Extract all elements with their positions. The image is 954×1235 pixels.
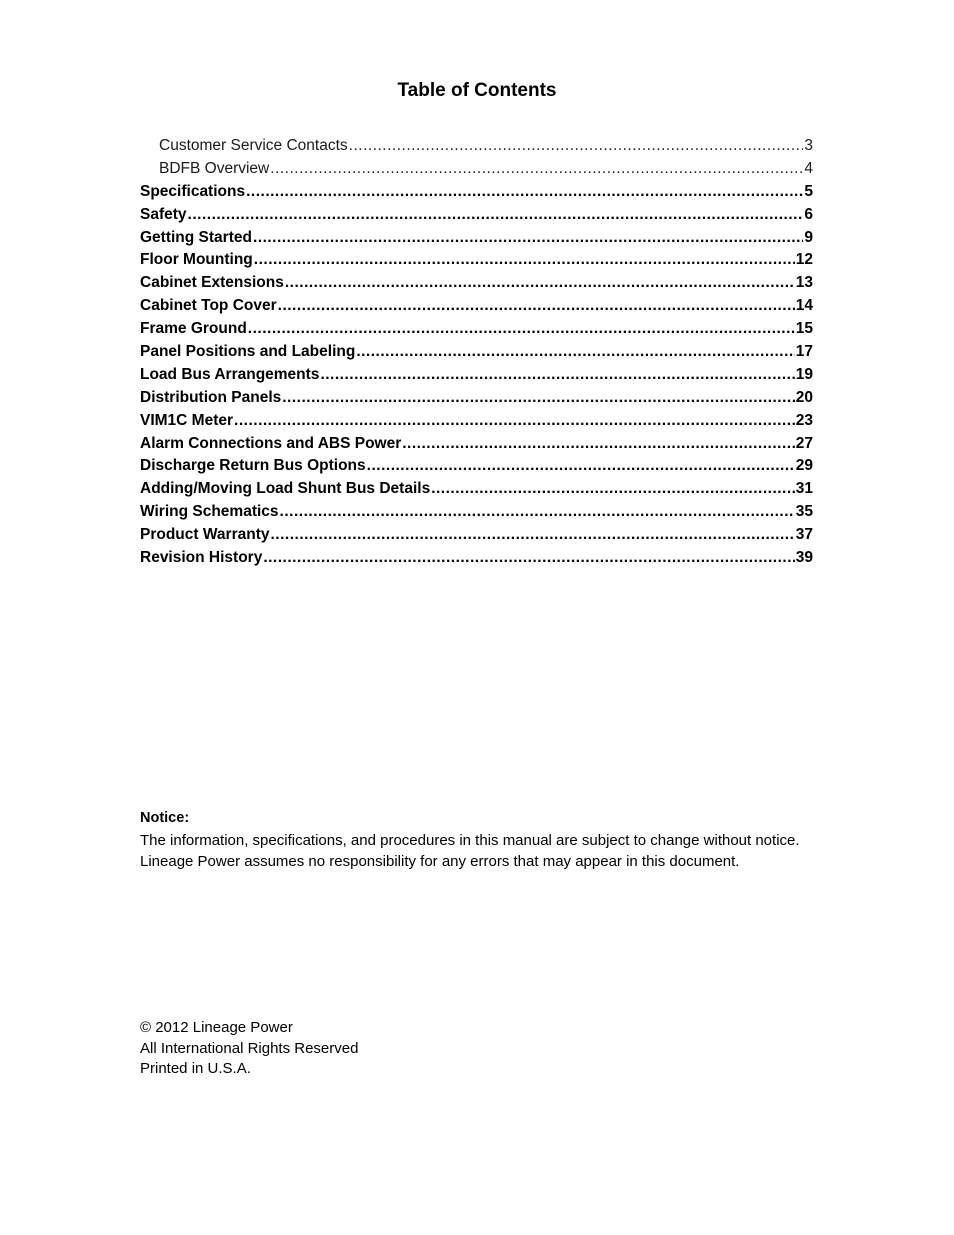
toc-dot-leader [248,318,795,341]
toc-dot-leader [280,501,795,524]
toc-entry-page: 27 [795,434,813,452]
toc-entry-label: Getting Started [140,228,252,246]
toc-dot-leader [234,410,795,433]
toc-dot-leader [356,341,794,364]
toc-dot-leader [349,135,804,158]
toc-entry-safety[interactable] [140,204,813,227]
table-of-contents [140,135,813,570]
copyright-section [140,1018,640,1080]
toc-entry-label: Panel Positions and Labeling [140,343,356,361]
toc-entry-label: Floor Mounting [140,251,253,269]
toc-entry-frame-ground[interactable] [140,318,813,341]
toc-entry-wiring-schematics[interactable] [140,501,813,524]
toc-entry-label: Adding/Moving Load Shunt Bus Details [140,480,431,498]
toc-entry-cabinet-extensions[interactable] [140,272,813,295]
toc-entry-alarm-connections-and-abs-power[interactable] [140,433,813,456]
toc-entry-label: Frame Ground [140,320,247,338]
toc-entry-label: BDFB Overview [159,159,270,177]
toc-dot-leader [320,364,794,387]
toc-entry-label: Product Warranty [140,526,270,544]
toc-entry-label: Customer Service Contacts [159,137,348,154]
toc-entry-label: VIM1C Meter [140,411,234,429]
toc-entry-load-bus-arrangements[interactable] [140,364,813,387]
toc-entry-page: 35 [795,503,813,521]
toc-dot-leader [402,433,795,456]
notice-heading: Notice: [140,810,190,826]
toc-entry-label: Load Bus Arrangements [140,365,320,383]
toc-dot-leader [285,272,795,295]
toc-entry-label: Wiring Schematics [140,503,279,521]
toc-entry-page: 39 [795,549,813,567]
toc-entry-product-warranty[interactable] [140,524,813,547]
toc-entry-label: Alarm Connections and ABS Power [140,434,402,452]
page-title: Table of Contents [397,80,557,101]
toc-entry-page: 29 [795,457,813,475]
toc-entry-revision-history[interactable] [140,547,813,570]
toc-entry-page: 17 [795,343,813,361]
toc-entry-page: 3 [804,137,813,154]
toc-dot-leader [263,547,794,570]
toc-entry-page: 6 [804,205,813,223]
copyright-line: © 2012 Lineage Power [140,1019,293,1036]
toc-dot-leader [246,181,803,204]
toc-entry-label: Safety [140,205,187,223]
toc-entry-customer-service-contacts[interactable] [140,135,813,158]
toc-entry-page: 31 [795,480,813,498]
toc-entry-adding-moving-load-shunt-bus-details[interactable] [140,478,813,501]
toc-entry-page: 20 [795,388,813,406]
toc-entry-page: 4 [804,159,813,177]
toc-dot-leader [270,524,794,547]
toc-dot-leader [270,158,803,181]
toc-dot-leader [253,227,803,250]
toc-entry-label: Revision History [140,549,263,567]
toc-entry-page: 9 [804,228,813,246]
toc-entry-page: 23 [795,411,813,429]
rights-line: All International Rights Reserved [140,1039,359,1057]
toc-entry-page: 19 [795,365,813,383]
toc-dot-leader [278,295,795,318]
toc-entry-page: 13 [795,274,813,292]
toc-dot-leader [367,455,795,478]
toc-entry-vim1c-meter[interactable] [140,410,813,433]
toc-entry-getting-started[interactable] [140,227,813,250]
notice-body: The information, specifications, and procedures in this manual are subject to change without notice. Lineage Power assumes no responsibility for any errors that may appear in this document. [140,831,800,870]
toc-entry-page: 37 [795,526,813,544]
toc-entry-cabinet-top-cover[interactable] [140,295,813,318]
toc-entry-floor-mounting[interactable] [140,249,813,272]
toc-dot-leader [188,204,804,227]
toc-entry-page: 14 [795,297,813,315]
toc-entry-label: Specifications [140,182,246,200]
toc-entry-panel-positions-and-labeling[interactable] [140,341,813,364]
toc-entry-bdfb-overview[interactable] [140,158,813,181]
toc-entry-page: 12 [795,251,813,269]
toc-dot-leader [431,478,795,501]
toc-entry-distribution-panels[interactable] [140,387,813,410]
toc-entry-discharge-return-bus-options[interactable] [140,455,813,478]
notice-section [140,808,820,873]
toc-entry-label: Cabinet Extensions [140,274,284,292]
toc-dot-leader [282,387,795,410]
printed-line: Printed in U.S.A. [140,1060,251,1077]
toc-entry-page: 15 [795,320,813,338]
toc-entry-label: Cabinet Top Cover [140,297,277,315]
toc-entry-page: 5 [804,182,813,200]
toc-entry-label: Distribution Panels [140,388,282,406]
toc-dot-leader [254,249,795,272]
toc-entry-specifications[interactable] [140,181,813,204]
toc-entry-label: Discharge Return Bus Options [140,457,366,475]
